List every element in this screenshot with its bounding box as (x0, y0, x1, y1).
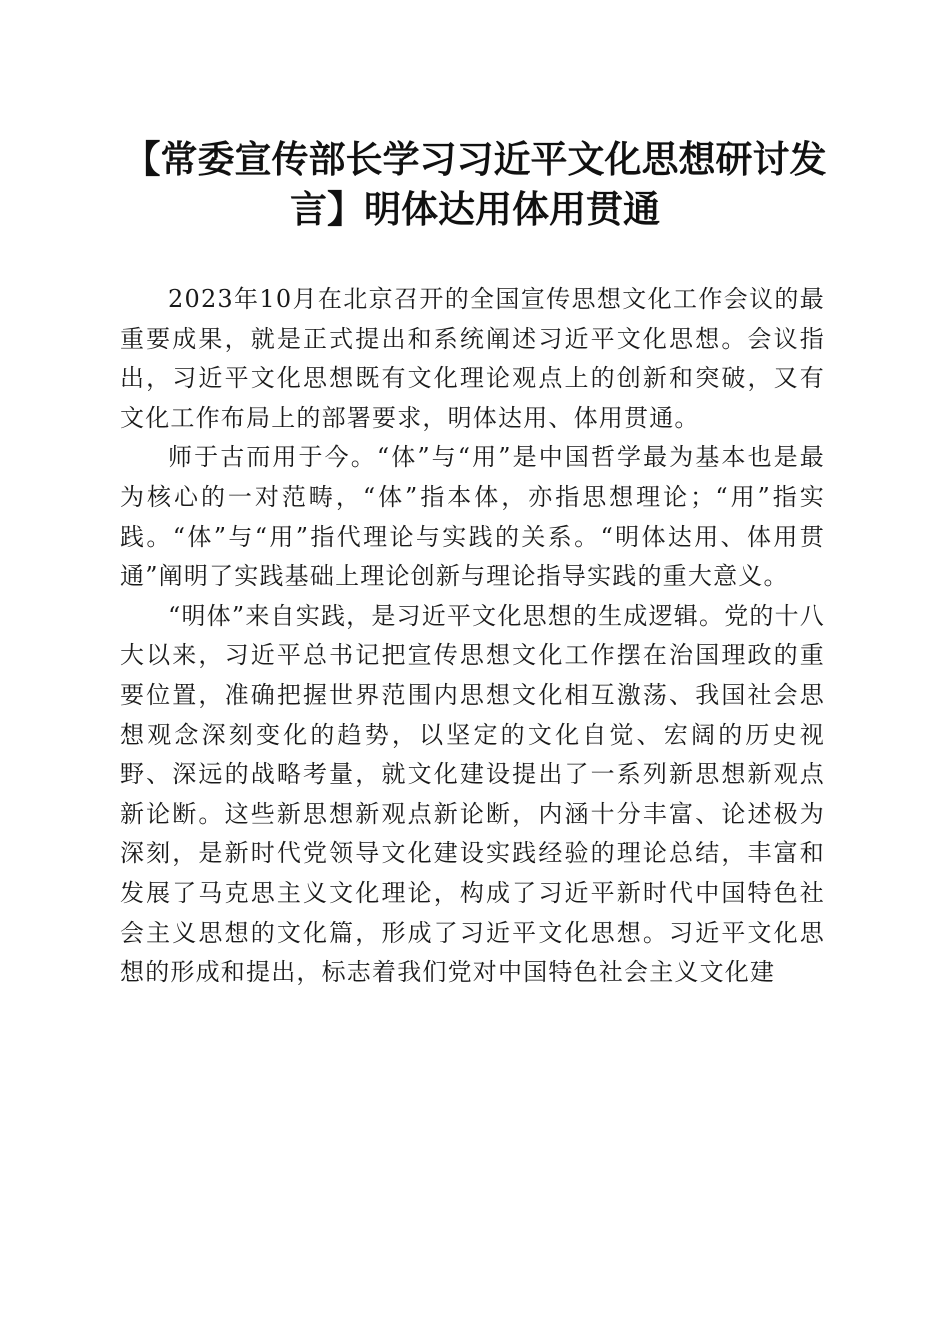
paragraph-2: 师于古而用于今。“体”与“用”是中国哲学最为基本也是最为核心的一对范畴，“体”指本体，亦指思想理论；“用”指实践。“体”与“用”指代理论与实践的关系。“明体达用、体用贯通”阐明了实践基础上理论创新与理论指导实践的重大意义。 (120, 443, 825, 591)
document-body (120, 280, 825, 993)
paragraph-1: 2023年10月在北京召开的全国宣传思想文化工作会议的最重要成果，就是正式提出和系统阐述习近平文化思想。会议指出，习近平文化思想既有文化理论观点上的创新和突破，又有文化工作布局上的部署要求，明体达用、体用贯通。 (120, 285, 825, 432)
title-line-2: 言】明体达用体用贯通 (290, 187, 660, 231)
document-title (120, 134, 830, 234)
title-line-1: 【常委宣传部长学习习近平文化思想研讨发 (123, 137, 827, 181)
paragraph-3: “明体”来自实践，是习近平文化思想的生成逻辑。党的十八大以来，习近平总书记把宣传思想文化工作摆在治国理政的重要位置，准确把握世界范围内思想文化相互激荡、我国社会思想观念深刻变化的趋势，以坚定的文化自觉、宏阔的历史视野、深远的战略考量，就文化建设提出了一系列新思想新观点新论断。这些新思想新观点新论断，内涵十分丰富、论述极为深刻，是新时代党领导文化建设实践经验的理论总结，丰富和发展了马克思主义文化理论，构成了习近平新时代中国特色社会主义思想的文化篇，形成了习近平文化思想。习近平文化思想的形成和提出，标志着我们党对中国特色社会主义文化建 (120, 601, 825, 987)
